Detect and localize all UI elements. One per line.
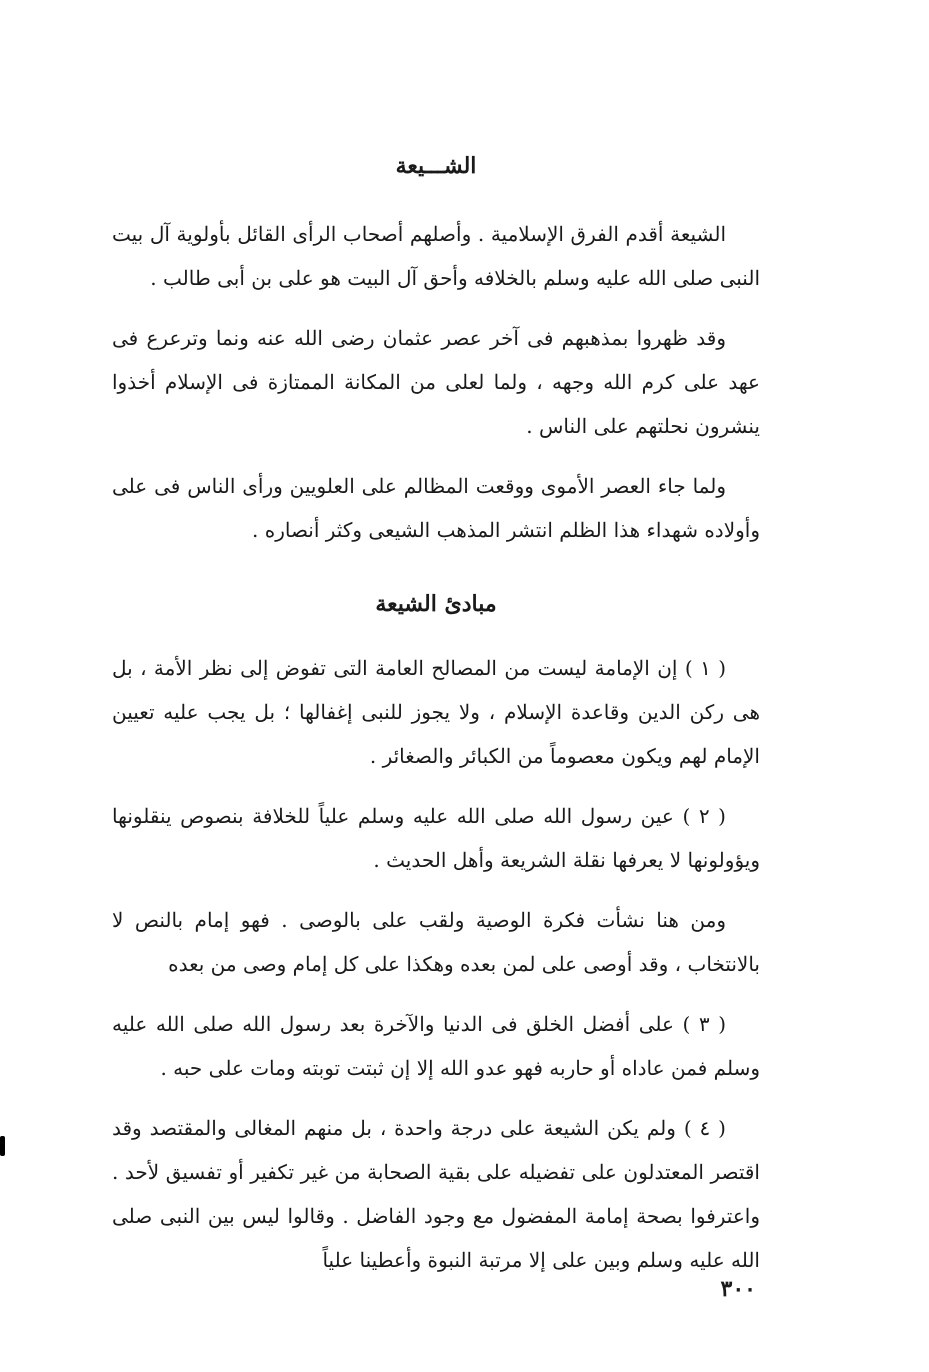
principle-2: ( ٢ ) عين رسول الله صلى الله عليه وسلم علياً للخلافة بنصوص ينقلونها ويؤولونها لا يعرفها نقلة الشريعة وأهل الحديث . [112, 804, 760, 872]
paragraph-wasiyya: ومن هنا نشأت فكرة الوصية ولقب على بالوصى . فهو إمام بالنص لا بالانتخاب ، وقد أوصى على لمن بعده وهكذا على كل إمام وصى من بعده [112, 908, 760, 976]
principle-1: ( ١ ) إن الإمامة ليست من المصالح العامة التى تفوض إلى نظر الأمة ، بل هى ركن الدين وقاعدة الإسلام ، ولا يجوز للنبى إغفالها ؛ بل يجب عليه تعيين الإمام لهم ويكون معصوماً من الكبائر والصغائر . [112, 656, 760, 768]
page-number: ٣٠٠ [720, 1276, 756, 1302]
paragraph-intro: الشيعة أقدم الفرق الإسلامية . وأصلهم أصحاب الرأى القائل بأولوية آل بيت النبى صلى الله عليه وسلم بالخلافه وأحق آل البيت هو على بن أبى طالب . [112, 222, 760, 290]
principle-4: ( ٤ ) ولم يكن الشيعة على درجة واحدة ، بل منهم المغالى والمقتصد وقد اقتصر المعتدلون على تفضيله على بقية الصحابة من غير تكفير أو تفسيق لأحد . واعترفوا بصحة إمامة المفضول مع وجود الفاضل . وقالوا ليس بين النبى صلى الله عليه وسلم وبين على إلا مرتبة النبوة وأعطينا علياً [112, 1116, 760, 1272]
section-title-shia: الشـــيعة [395, 153, 477, 179]
paragraph-umayyad: ولما جاء العصر الأموى ووقعت المظالم على العلويين ورأى الناس فى على وأولاده شهداء هذا الظلم انتشر المذهب الشيعى وكثر أنصاره . [112, 474, 760, 542]
section-title-principles: مبادئ الشيعة [375, 591, 497, 617]
principle-3: ( ٣ ) على أفضل الخلق فى الدنيا والآخرة بعد رسول الله صلى الله عليه وسلم فمن عاداه أو حاربه فهو عدو الله إلا إن ثبتت توبته ومات على حبه . [112, 1012, 760, 1080]
paragraph-emergence: وقد ظهروا بمذهبهم فى آخر عصر عثمان رضى الله عنه ونما وترعرع فى عهد على كرم الله وجهه ، ولما لعلى من المكانة الممتازة فى الإسلام أخذوا ينشرون نحلتهم على الناس . [112, 326, 760, 438]
scan-edge-mark [0, 1136, 5, 1156]
page-content [112, 140, 760, 1298]
